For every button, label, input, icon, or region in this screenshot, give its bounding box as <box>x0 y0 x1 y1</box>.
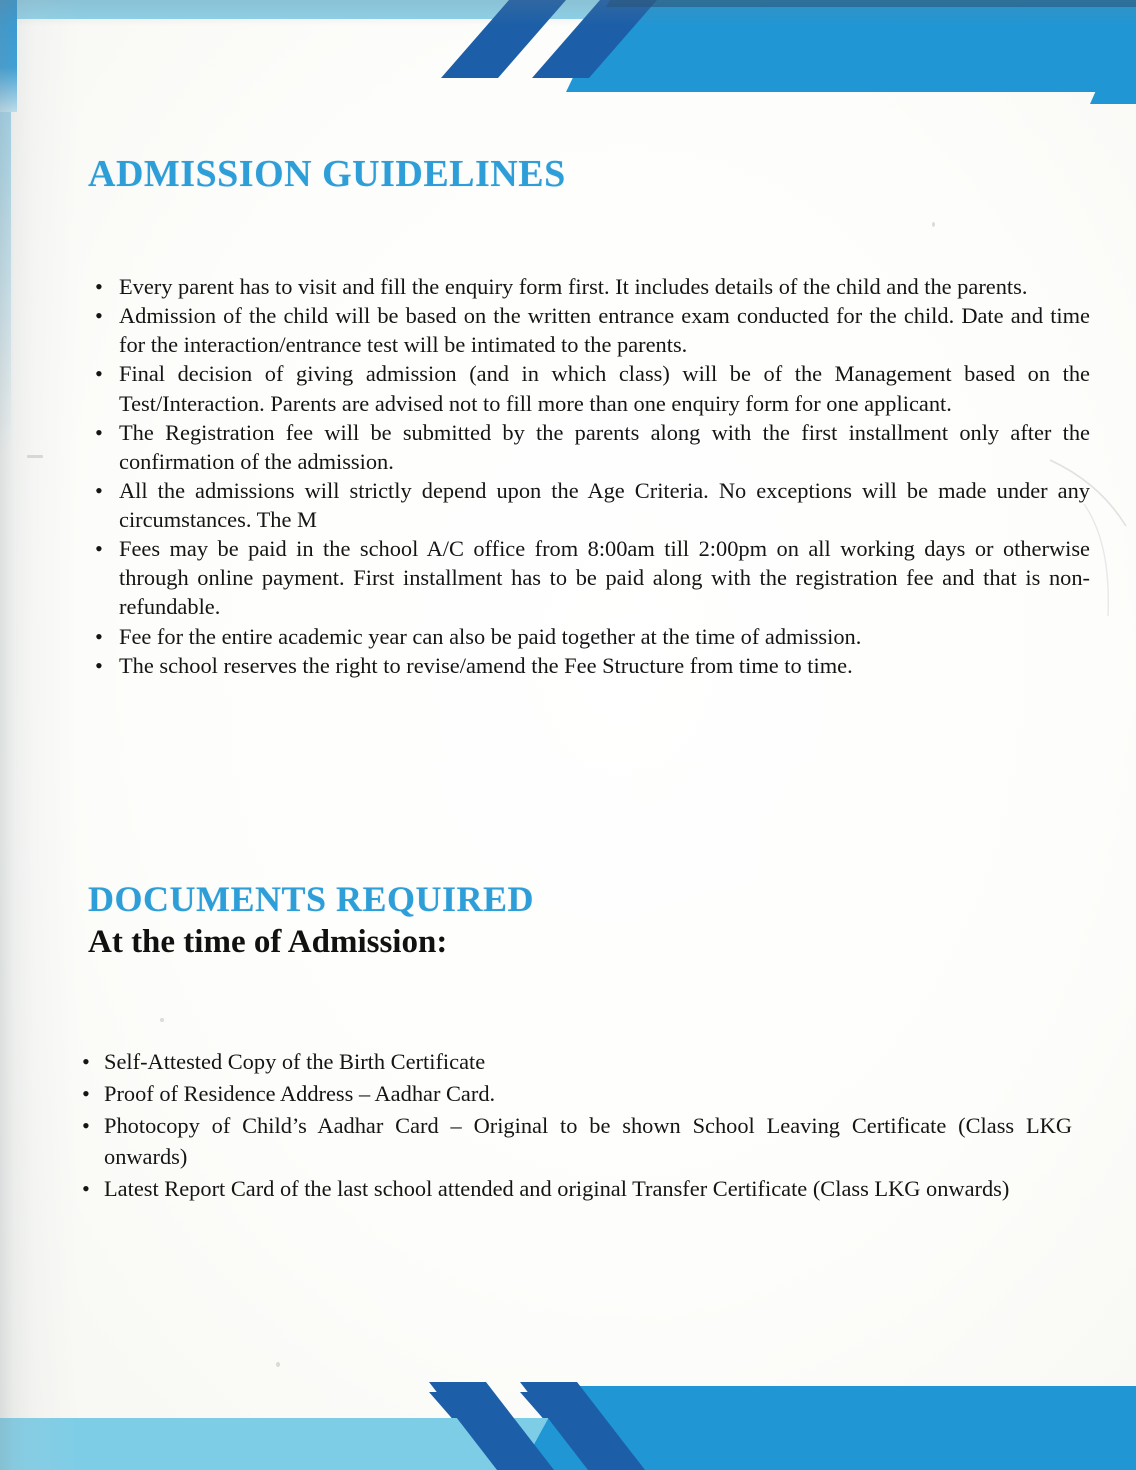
list-item: • Latest Report Card of the last school attended and original Transfer Certificate (Class LKG onwards) <box>82 1174 1072 1205</box>
list-item: • Fees may be paid in the school A/C office from 8:00am till 2:00pm on all working days or otherwise through online payment. First installment has to be paid along with the registration fee and that is non-refundable. <box>95 534 1090 621</box>
list-item: • The Registration fee will be submitted by the parents along with the first installment only after the confirmation of the admission. <box>95 418 1090 476</box>
list-item: • Admission of the child will be based on the written entrance exam conducted for the child. Date and time for the interaction/entrance test will be intimated to the parents. <box>95 301 1090 359</box>
list-item: • Every parent has to visit and fill the enquiry form first. It includes details of the child and the parents. <box>95 272 1090 301</box>
page-title-admission-guidelines: ADMISSION GUIDELINES <box>88 153 566 195</box>
list-item: • Self-Attested Copy of the Birth Certificate <box>82 1047 1072 1078</box>
footer-pale-band <box>0 1418 1136 1470</box>
list-item: • All the admissions will strictly depend upon the Age Criteria. No exceptions will be made under any circumstances. The M <box>95 476 1090 534</box>
list-item: • The school reserves the right to revise/amend the Fee Structure from time to time. <box>95 651 1090 680</box>
page-title-documents-required: DOCUMENTS REQUIRED <box>88 879 535 919</box>
list-item: • Proof of Residence Address – Aadhar Card. <box>82 1079 1072 1110</box>
header-pale-band <box>0 0 1136 19</box>
admission-guidelines-list <box>95 272 1090 680</box>
list-item: • Photocopy of Child’s Aadhar Card – Original to be shown School Leaving Certificate (Class LKG onwards) <box>82 1111 1072 1173</box>
documents-subtitle: At the time of Admission: <box>88 924 448 960</box>
documents-required-list <box>82 1047 1072 1206</box>
list-item: • Final decision of giving admission (and in which class) will be of the Management based on the Test/Interaction. Parents are advised not to fill more than one enquiry form for one applicant. <box>95 359 1090 417</box>
left-edge-strip <box>0 0 17 112</box>
left-edge-strip-fade <box>0 112 11 452</box>
list-item: • Fee for the entire academic year can also be paid together at the time of admission. <box>95 622 1090 651</box>
